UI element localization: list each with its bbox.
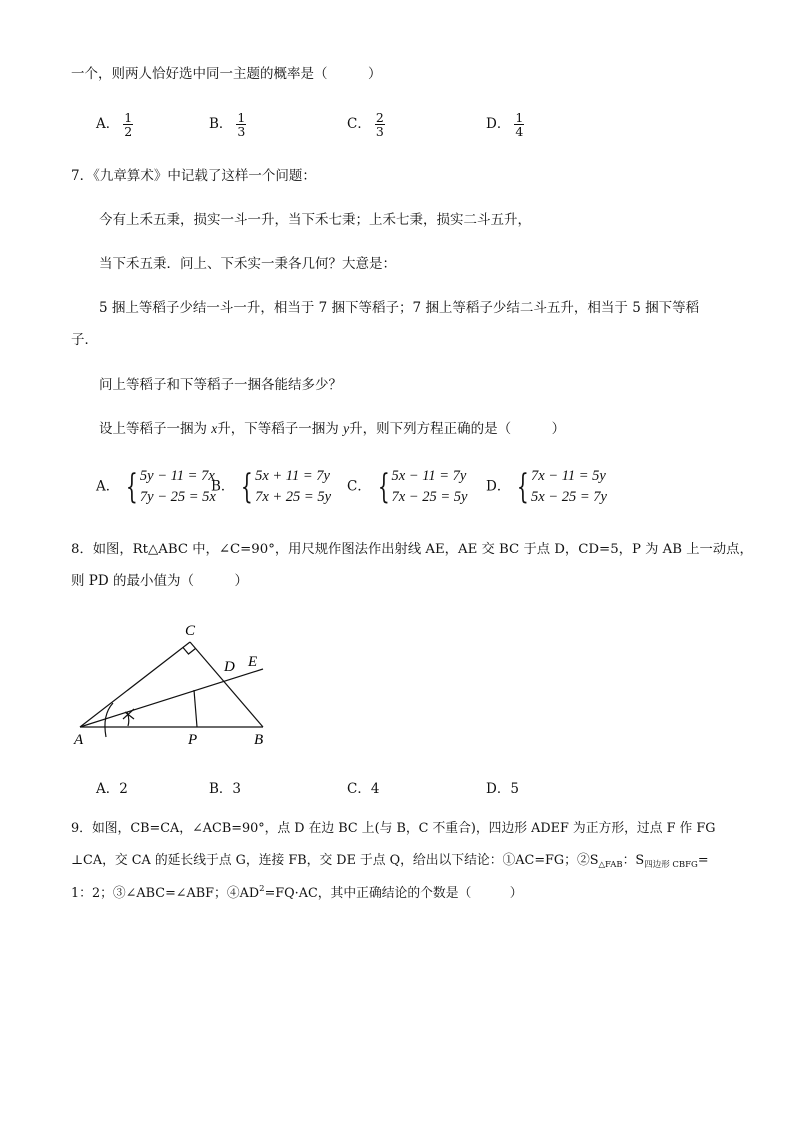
- text: =: [697, 853, 709, 868]
- q7-title: 7．《九章算术》中记载了这样一个问题：: [71, 168, 316, 184]
- q7-option-c: [347, 466, 467, 508]
- option-label: D．: [486, 781, 511, 797]
- label-e: E: [248, 654, 258, 670]
- q7-option-b: [211, 466, 331, 508]
- numerator: 1: [515, 110, 524, 125]
- q7-paragraph-5: [99, 421, 565, 437]
- denominator: 3: [375, 124, 384, 140]
- option-label: B．: [209, 781, 233, 797]
- fraction: [123, 111, 133, 138]
- q6-option-a: [96, 111, 133, 138]
- q7-paragraph-2: 当下禾五秉．问上、下禾实一秉各几何？大意是：: [99, 256, 396, 272]
- option-label: C．: [347, 116, 371, 133]
- q6-continuation: 一个，则两人恰好选中同一主题的概率是（ ）: [71, 66, 382, 82]
- q6-option-b: [209, 111, 246, 138]
- numerator: 2: [375, 110, 384, 125]
- option-value: 5: [510, 781, 519, 797]
- arc-mark: [105, 703, 113, 737]
- q8-line-1: 8．如图，Rt△ABC 中，∠C=90°，用尺规作图法作出射线 AE，AE 交 BC 于点 D，CD=5，P 为 AB 上一动点，: [71, 542, 753, 557]
- q7-paragraph-4: 问上等稻子和下等稻子一捆各能结多少？: [99, 377, 342, 393]
- equation: 7y − 25 = 5x: [139, 489, 216, 506]
- option-label: D．: [486, 478, 511, 495]
- brace-icon: {: [241, 467, 254, 508]
- denominator: 4: [515, 124, 524, 140]
- equation: 5x − 11 = 7y: [391, 468, 467, 484]
- fraction: [514, 111, 524, 138]
- label-p: P: [188, 732, 198, 748]
- option-label: B．: [211, 478, 235, 495]
- segment-ac: [80, 642, 190, 727]
- q9-line-3: [71, 884, 523, 901]
- brace-icon: {: [126, 467, 139, 508]
- triangle-figure: [70, 615, 280, 750]
- equation: 7x + 25 = 5y: [255, 489, 332, 506]
- denominator: 3: [237, 124, 246, 140]
- q7-paragraph-1: 今有上禾五秉，损实一斗一升，当下禾七秉；上禾七秉，损实二斗五升，: [99, 212, 531, 228]
- label-b: B: [254, 732, 264, 748]
- subscript: 四边形 CBFG: [644, 860, 698, 870]
- equation: 5y − 11 = 7x: [139, 468, 215, 484]
- superscript: 2: [259, 884, 265, 894]
- q8-line-2: 则 PD 的最小值为（ ）: [71, 573, 248, 589]
- subscript: △FAB: [598, 860, 623, 870]
- q7-paragraph-3: 5 捆上等稻子少结一斗一升，相当于 7 捆下等稻子；7 捆上等稻子少结二斗五升，相当于 5 捆下等稻: [99, 300, 700, 316]
- fraction: [236, 111, 246, 138]
- text: =FQ·AC，其中正确结论的个数是（ ）: [264, 886, 523, 901]
- option-label: B．: [209, 116, 233, 133]
- q7-option-d: [486, 466, 607, 508]
- denominator: 2: [124, 124, 133, 140]
- q7-paragraph-3-end: 子．: [71, 332, 98, 348]
- equation-system: [512, 466, 607, 508]
- label-d: D: [224, 659, 235, 675]
- q9-line-2: [71, 853, 709, 870]
- option-value: 3: [232, 781, 242, 797]
- q9-line-1: 9．如图，CB=CA，∠ACB=90°，点 D 在边 BC 上(与 B，C 不重合)，四边形 ADEF 为正方形，过点 F 作 FG: [71, 821, 716, 836]
- text: 升，则下列方程正确的是（ ）: [349, 421, 566, 437]
- option-label: A．: [96, 478, 120, 495]
- segment-pd: [194, 690, 197, 727]
- equation: 7x − 25 = 5y: [391, 489, 468, 506]
- brace-icon: {: [377, 467, 390, 508]
- equation: 5x + 11 = 7y: [255, 468, 330, 484]
- q8-option-d: [486, 777, 519, 797]
- variable-x: x: [211, 421, 218, 436]
- text: ：S: [622, 853, 645, 868]
- option-value: 2: [119, 781, 128, 797]
- option-value: 4: [370, 781, 380, 797]
- ray-ae: [80, 669, 263, 727]
- option-label: C．: [347, 781, 371, 797]
- brace-icon: {: [517, 467, 530, 508]
- fraction: [375, 111, 385, 138]
- variable-y: y: [343, 421, 350, 436]
- q8-option-a: [96, 777, 128, 797]
- text: 设上等稻子一捆为: [99, 421, 212, 437]
- text: ⊥CA，交 CA 的延长线于点 G，连接 FB，交 DE 于点 Q，给出以下结论：①AC=FG；②S: [71, 853, 599, 868]
- option-label: A．: [96, 781, 120, 797]
- text: 1：2；③∠ABC=∠ABF；④AD: [71, 886, 260, 901]
- numerator: 1: [237, 110, 246, 125]
- numerator: 1: [124, 110, 133, 125]
- equation-system: [373, 466, 468, 508]
- equation: 5x − 25 = 7y: [530, 489, 607, 506]
- q7-option-a: [96, 466, 216, 508]
- q8-option-b: [209, 777, 241, 797]
- q8-option-c: [347, 777, 379, 797]
- q6-option-c: [347, 111, 385, 138]
- q6-option-d: [486, 111, 524, 138]
- label-c: C: [185, 623, 196, 639]
- equation: 7x − 11 = 5y: [530, 468, 606, 484]
- option-label: A．: [96, 116, 120, 133]
- option-label: C．: [347, 478, 371, 495]
- text: 升，下等稻子一捆为: [217, 421, 344, 437]
- label-a: A: [74, 732, 84, 748]
- equation-system: [121, 466, 216, 508]
- right-angle-mark: [183, 648, 196, 655]
- equation-system: [236, 466, 331, 508]
- option-label: D．: [486, 116, 511, 133]
